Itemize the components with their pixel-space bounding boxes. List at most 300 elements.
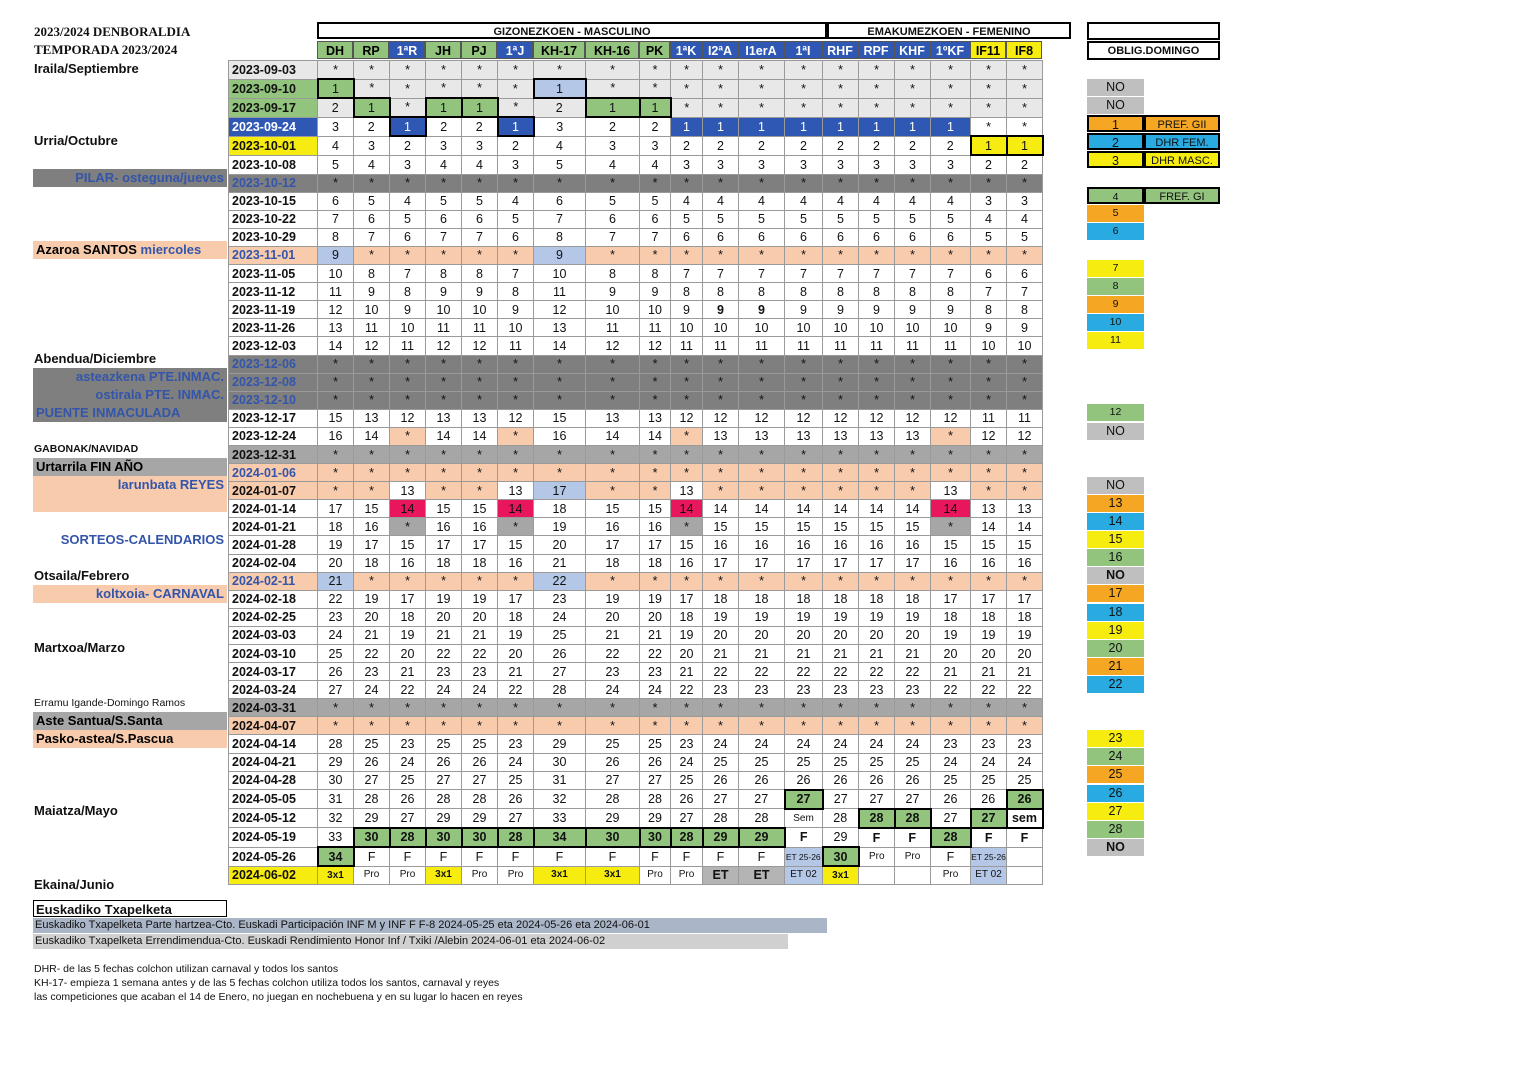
- table-cell: *: [640, 174, 671, 192]
- row-date: 2023-11-26: [229, 319, 318, 337]
- table-cell: *: [785, 482, 823, 500]
- row-date: 2023-09-17: [229, 98, 318, 117]
- table-cell: 5: [534, 155, 586, 174]
- table-cell: *: [498, 518, 534, 536]
- table-row: [229, 536, 1043, 554]
- table-cell: *: [971, 117, 1007, 136]
- month-label: Erramu Igande-Domingo Ramos: [34, 696, 186, 709]
- table-cell: 19: [703, 608, 739, 626]
- table-cell: *: [859, 699, 895, 717]
- table-cell: *: [318, 445, 354, 463]
- table-cell: 24: [586, 681, 640, 699]
- table-cell: 26: [859, 771, 895, 790]
- table-cell: 18: [895, 590, 931, 608]
- table-cell: 20: [318, 554, 354, 572]
- table-cell: 6: [785, 228, 823, 246]
- table-cell: 19: [859, 608, 895, 626]
- table-cell: 6: [426, 210, 462, 228]
- row-date: 2023-10-15: [229, 192, 318, 210]
- holiday-label-text: PILAR- osteguna/jueves: [75, 169, 224, 185]
- table-cell: Pro: [390, 866, 426, 885]
- column-header: 1ªR: [389, 41, 425, 59]
- table-cell: *: [971, 373, 1007, 391]
- table-cell: Sem: [785, 809, 823, 828]
- table-cell: 24: [1007, 753, 1043, 771]
- table-cell: 10: [318, 265, 354, 283]
- table-cell: 21: [971, 663, 1007, 681]
- table-cell: *: [703, 373, 739, 391]
- table-cell: *: [739, 445, 785, 463]
- table-cell: *: [895, 79, 931, 98]
- obligatory-sunday-number: 25: [1087, 766, 1144, 783]
- table-cell: 25: [462, 735, 498, 753]
- table-cell: 5: [318, 155, 354, 174]
- table-cell: 21: [1007, 663, 1043, 681]
- table-cell: 1: [498, 117, 534, 136]
- column-header: KH-17: [533, 41, 585, 59]
- table-cell: 28: [703, 809, 739, 828]
- table-cell: 6: [586, 210, 640, 228]
- table-cell: 21: [931, 663, 971, 681]
- table-cell: 5: [640, 192, 671, 210]
- table-cell: 17: [671, 590, 703, 608]
- obligatory-sunday-number: 9: [1087, 296, 1144, 313]
- table-cell: 23: [390, 735, 426, 753]
- obligatory-sunday-number: 1: [1087, 115, 1144, 132]
- table-cell: *: [534, 717, 586, 735]
- table-cell: *: [318, 699, 354, 717]
- table-cell: 23: [823, 681, 859, 699]
- table-cell: 7: [703, 265, 739, 283]
- table-cell: *: [1007, 373, 1043, 391]
- table-cell: 6: [318, 192, 354, 210]
- row-date: 2023-10-29: [229, 228, 318, 246]
- table-cell: *: [971, 246, 1007, 264]
- table-cell: 16: [671, 554, 703, 572]
- table-cell: F: [1007, 828, 1043, 847]
- table-cell: 27: [931, 809, 971, 828]
- table-cell: 22: [671, 681, 703, 699]
- table-cell: 25: [971, 771, 1007, 790]
- table-cell: 4: [462, 155, 498, 174]
- table-cell: 19: [671, 626, 703, 644]
- table-cell: 24: [498, 753, 534, 771]
- table-cell: 20: [498, 645, 534, 663]
- column-header: I1erA: [738, 41, 784, 59]
- table-cell: *: [318, 61, 354, 80]
- table-cell: F: [390, 847, 426, 866]
- holiday-label-suffix: miercoles: [136, 242, 202, 257]
- table-cell: F: [895, 828, 931, 847]
- obligatory-sunday-number: 10: [1087, 314, 1144, 331]
- month-label: Abendua/Diciembre: [34, 350, 157, 366]
- table-cell: 13: [426, 409, 462, 427]
- table-cell: *: [931, 98, 971, 117]
- table-cell: 3: [390, 155, 426, 174]
- table-cell: *: [823, 572, 859, 590]
- table-cell: 7: [785, 265, 823, 283]
- table-cell: *: [586, 373, 640, 391]
- table-cell: 9: [1007, 319, 1043, 337]
- table-cell: 25: [859, 753, 895, 771]
- table-cell: *: [785, 355, 823, 373]
- table-cell: 13: [739, 427, 785, 445]
- table-cell: 15: [462, 500, 498, 518]
- table-cell: 26: [462, 753, 498, 771]
- table-cell: 24: [318, 626, 354, 644]
- table-cell: 16: [318, 427, 354, 445]
- table-cell: 11: [931, 337, 971, 355]
- table-cell: 13: [640, 409, 671, 427]
- table-cell: 13: [703, 427, 739, 445]
- table-cell: 5: [426, 192, 462, 210]
- table-cell: 7: [586, 228, 640, 246]
- table-cell: 28: [895, 809, 931, 828]
- table-cell: *: [703, 246, 739, 264]
- table-cell: *: [931, 427, 971, 445]
- obligatory-sunday-number: 27: [1087, 803, 1144, 820]
- table-cell: *: [823, 717, 859, 735]
- table-row: [229, 464, 1043, 482]
- row-date: 2024-03-03: [229, 626, 318, 644]
- table-cell: 6: [354, 210, 390, 228]
- table-cell: 28: [462, 790, 498, 809]
- table-cell: 27: [318, 681, 354, 699]
- group-masculino: GIZONEZKOEN - MASCULINO: [317, 22, 827, 39]
- table-cell: 1: [586, 98, 640, 117]
- table-cell: 2: [703, 136, 739, 155]
- table-cell: 26: [640, 753, 671, 771]
- table-cell: *: [739, 482, 785, 500]
- table-cell: *: [498, 174, 534, 192]
- table-cell: 10: [671, 319, 703, 337]
- table-row: [229, 809, 1043, 828]
- table-cell: *: [739, 717, 785, 735]
- table-cell: 7: [823, 265, 859, 283]
- table-cell: *: [534, 373, 586, 391]
- table-cell: *: [823, 355, 859, 373]
- table-cell: *: [534, 391, 586, 409]
- obligatory-sunday-number: 7: [1087, 260, 1144, 277]
- table-cell: 1: [971, 136, 1007, 155]
- table-cell: 16: [823, 536, 859, 554]
- obligatory-sunday-number: 13: [1087, 495, 1144, 512]
- table-cell: *: [931, 246, 971, 264]
- table-cell: 4: [823, 192, 859, 210]
- table-cell: 20: [823, 626, 859, 644]
- table-cell: *: [534, 355, 586, 373]
- holiday-label-text: Aste Santua/S.Santa: [36, 712, 163, 728]
- table-cell: *: [390, 355, 426, 373]
- table-cell: 5: [785, 210, 823, 228]
- table-cell: 17: [859, 554, 895, 572]
- table-cell: 22: [859, 663, 895, 681]
- obligatory-sunday-number: 16: [1087, 549, 1144, 566]
- obligatory-sunday-number: 12: [1087, 404, 1144, 421]
- table-cell: *: [703, 572, 739, 590]
- table-cell: 20: [895, 626, 931, 644]
- table-cell: *: [354, 717, 390, 735]
- table-cell: 17: [739, 554, 785, 572]
- obligatory-sunday-number: 19: [1087, 622, 1144, 639]
- table-cell: Pro: [931, 866, 971, 885]
- table-cell: 10: [859, 319, 895, 337]
- table-cell: *: [498, 98, 534, 117]
- table-cell: *: [703, 61, 739, 80]
- table-cell: ET: [739, 866, 785, 885]
- table-cell: 21: [390, 663, 426, 681]
- table-cell: 20: [390, 645, 426, 663]
- month-label: Urria/Octubre: [34, 133, 118, 149]
- table-cell: 13: [859, 427, 895, 445]
- obligatory-sunday-number: 2: [1087, 133, 1144, 150]
- table-row: [229, 699, 1043, 717]
- table-cell: 16: [462, 518, 498, 536]
- table-cell: *: [859, 174, 895, 192]
- table-cell: 28: [859, 809, 895, 828]
- table-cell: 8: [739, 283, 785, 301]
- table-cell: F: [703, 847, 739, 866]
- table-cell: 19: [462, 590, 498, 608]
- table-cell: *: [785, 98, 823, 117]
- row-date: 2024-05-19: [229, 828, 318, 847]
- row-date: 2023-10-08: [229, 155, 318, 174]
- table-cell: 10: [971, 337, 1007, 355]
- table-cell: 9: [703, 301, 739, 319]
- table-cell: 14: [931, 500, 971, 518]
- table-cell: 1: [703, 117, 739, 136]
- obligatory-header-box: [1087, 22, 1220, 40]
- table-cell: *: [354, 572, 390, 590]
- table-cell: 7: [1007, 283, 1043, 301]
- table-cell: *: [895, 61, 931, 80]
- table-cell: 17: [354, 536, 390, 554]
- table-cell: 18: [390, 608, 426, 626]
- table-cell: *: [785, 79, 823, 98]
- table-cell: 18: [785, 590, 823, 608]
- table-row: [229, 283, 1043, 301]
- table-cell: 14: [462, 427, 498, 445]
- table-cell: 4: [640, 155, 671, 174]
- table-cell: 3: [895, 155, 931, 174]
- table-cell: 8: [671, 283, 703, 301]
- table-cell: 20: [640, 608, 671, 626]
- table-cell: 3: [823, 155, 859, 174]
- table-cell: *: [426, 79, 462, 98]
- table-cell: 16: [1007, 554, 1043, 572]
- table-cell: *: [739, 174, 785, 192]
- table-cell: 5: [895, 210, 931, 228]
- table-cell: 17: [640, 536, 671, 554]
- table-cell: *: [859, 482, 895, 500]
- table-cell: 27: [498, 809, 534, 828]
- table-cell: 16: [354, 518, 390, 536]
- table-cell: ET: [703, 866, 739, 885]
- table-cell: 21: [462, 626, 498, 644]
- table-cell: *: [586, 482, 640, 500]
- holiday-label: [33, 386, 227, 404]
- table-cell: *: [931, 464, 971, 482]
- table-cell: 31: [534, 771, 586, 790]
- table-cell: *: [859, 61, 895, 80]
- table-cell: 10: [703, 319, 739, 337]
- table-cell: *: [671, 391, 703, 409]
- table-cell: *: [534, 699, 586, 717]
- table-cell: *: [640, 445, 671, 463]
- table-cell: *: [895, 699, 931, 717]
- obligatory-legend-label: PREF. GII: [1144, 115, 1220, 132]
- row-date: 2024-01-21: [229, 518, 318, 536]
- table-cell: *: [931, 61, 971, 80]
- table-cell: *: [739, 699, 785, 717]
- table-cell: *: [354, 464, 390, 482]
- table-cell: 14: [498, 500, 534, 518]
- table-cell: 20: [462, 608, 498, 626]
- column-header: PJ: [461, 41, 497, 59]
- table-cell: 6: [971, 265, 1007, 283]
- table-cell: 29: [534, 735, 586, 753]
- table-cell: *: [640, 373, 671, 391]
- table-cell: 6: [895, 228, 931, 246]
- table-cell: 10: [640, 301, 671, 319]
- table-cell: Pro: [354, 866, 390, 885]
- table-cell: *: [971, 79, 1007, 98]
- row-date: 2023-11-12: [229, 283, 318, 301]
- table-cell: 8: [498, 283, 534, 301]
- table-cell: 23: [640, 663, 671, 681]
- table-cell: *: [640, 699, 671, 717]
- table-cell: [1007, 847, 1043, 866]
- table-row: [229, 61, 1043, 80]
- table-cell: F: [426, 847, 462, 866]
- table-cell: *: [931, 572, 971, 590]
- table-cell: 8: [703, 283, 739, 301]
- table-cell: 13: [318, 319, 354, 337]
- table-cell: *: [931, 174, 971, 192]
- table-cell: F: [785, 828, 823, 847]
- table-cell: 13: [534, 319, 586, 337]
- table-cell: F: [354, 847, 390, 866]
- table-cell: 26: [318, 663, 354, 681]
- table-cell: 1: [1007, 136, 1043, 155]
- table-cell: 25: [586, 735, 640, 753]
- table-cell: *: [859, 464, 895, 482]
- table-cell: 19: [971, 626, 1007, 644]
- table-cell: 13: [586, 409, 640, 427]
- table-cell: *: [703, 445, 739, 463]
- table-cell: *: [671, 518, 703, 536]
- table-cell: 17: [1007, 590, 1043, 608]
- row-date: 2023-11-19: [229, 301, 318, 319]
- table-row: [229, 828, 1043, 847]
- table-cell: 19: [1007, 626, 1043, 644]
- table-cell: *: [1007, 699, 1043, 717]
- table-cell: 30: [462, 828, 498, 847]
- table-cell: *: [390, 427, 426, 445]
- row-date: 2024-02-18: [229, 590, 318, 608]
- table-cell: 26: [534, 645, 586, 663]
- table-cell: *: [640, 464, 671, 482]
- table-cell: *: [318, 355, 354, 373]
- table-cell: *: [785, 391, 823, 409]
- table-cell: 26: [1007, 790, 1043, 809]
- table-cell: 4: [426, 155, 462, 174]
- table-cell: *: [318, 174, 354, 192]
- table-cell: 22: [390, 681, 426, 699]
- table-cell: 25: [703, 753, 739, 771]
- table-cell: *: [390, 246, 426, 264]
- table-cell: 14: [318, 337, 354, 355]
- table-cell: Pro: [671, 866, 703, 885]
- table-cell: *: [390, 98, 426, 117]
- table-row: [229, 518, 1043, 536]
- table-cell: 18: [354, 554, 390, 572]
- table-cell: *: [534, 464, 586, 482]
- table-cell: *: [671, 427, 703, 445]
- month-label: GABONAK/NAVIDAD: [34, 443, 139, 456]
- table-cell: 26: [586, 753, 640, 771]
- table-cell: 9: [823, 301, 859, 319]
- table-cell: 21: [534, 554, 586, 572]
- table-cell: *: [739, 355, 785, 373]
- column-header: 1ºKF: [930, 41, 970, 59]
- table-cell: *: [895, 98, 931, 117]
- table-cell: 11: [498, 337, 534, 355]
- table-cell: 27: [426, 771, 462, 790]
- table-cell: 22: [318, 590, 354, 608]
- table-cell: *: [390, 61, 426, 80]
- legend-participation: Euskadiko Txapelketa Parte hartzea-Cto. Euskadi Participación INF M y INF F F-8 2024-05-25 eta 2024-05-26 eta 2024-06-01: [33, 918, 827, 933]
- table-cell: 3: [462, 136, 498, 155]
- table-cell: 2: [534, 98, 586, 117]
- table-cell: 2: [785, 136, 823, 155]
- table-cell: 16: [703, 536, 739, 554]
- table-cell: 18: [971, 608, 1007, 626]
- row-date: 2024-04-28: [229, 771, 318, 790]
- table-cell: 11: [462, 319, 498, 337]
- table-cell: 11: [534, 283, 586, 301]
- table-cell: 26: [931, 790, 971, 809]
- table-cell: *: [671, 717, 703, 735]
- table-cell: *: [931, 391, 971, 409]
- table-cell: *: [703, 79, 739, 98]
- table-cell: 4: [703, 192, 739, 210]
- table-cell: 21: [498, 663, 534, 681]
- table-cell: 12: [318, 301, 354, 319]
- table-cell: *: [354, 246, 390, 264]
- table-cell: 8: [354, 265, 390, 283]
- table-cell: *: [426, 717, 462, 735]
- obligatory-sunday-number: NO: [1087, 97, 1144, 114]
- table-row: [229, 210, 1043, 228]
- table-cell: 9: [586, 283, 640, 301]
- table-cell: *: [971, 572, 1007, 590]
- obligatory-sunday-number: 5: [1087, 205, 1144, 222]
- table-cell: 15: [703, 518, 739, 536]
- obligatory-sunday-number: 18: [1087, 604, 1144, 621]
- table-cell: 14: [354, 427, 390, 445]
- table-cell: 12: [671, 409, 703, 427]
- table-cell: *: [534, 174, 586, 192]
- table-cell: 22: [426, 645, 462, 663]
- table-cell: 26: [354, 753, 390, 771]
- table-cell: 1: [426, 98, 462, 117]
- note-dhr: DHR- de las 5 fechas colchon utilizan carnaval y todos los santos: [34, 963, 339, 975]
- table-cell: *: [318, 464, 354, 482]
- table-cell: *: [640, 61, 671, 80]
- table-cell: 28: [390, 828, 426, 847]
- table-cell: 21: [703, 645, 739, 663]
